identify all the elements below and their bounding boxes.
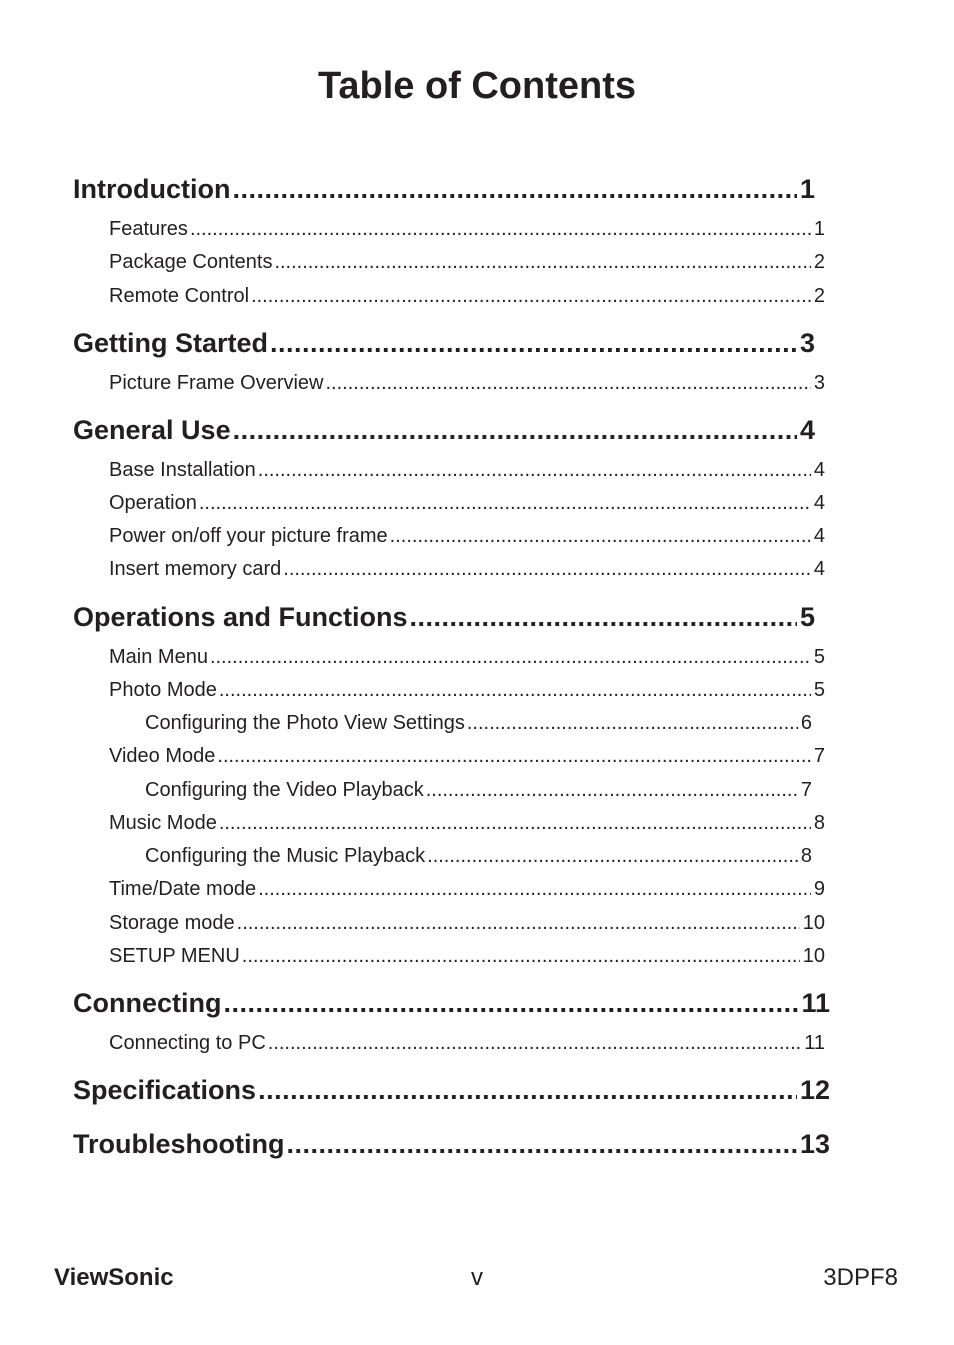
footer-page-number: v <box>471 1264 483 1291</box>
toc-entry-remote-control[interactable] <box>109 283 825 309</box>
toc-label: Photo Mode <box>109 679 217 701</box>
toc-page-number: 10 <box>802 945 825 967</box>
toc-label: Configuring the Video Playback <box>145 779 424 801</box>
toc-leader-dots <box>258 457 811 483</box>
toc-page-number: 8 <box>800 845 812 867</box>
toc-label: General Use <box>73 415 231 445</box>
toc-label: Connecting to PC <box>109 1032 266 1054</box>
toc-page-number: 5 <box>799 602 815 632</box>
toc-entry-storage-mode[interactable] <box>109 910 825 936</box>
toc-page-number: 11 <box>801 988 830 1018</box>
toc-leader-dots <box>199 490 811 516</box>
toc-entry-introduction[interactable] <box>73 172 815 206</box>
toc-label: Music Mode <box>109 812 217 834</box>
toc-leader-dots <box>251 283 811 309</box>
toc-entry-configuring-photo-view[interactable] <box>145 710 812 736</box>
toc-page-number: 4 <box>799 415 815 445</box>
toc-entry-photo-mode[interactable] <box>109 677 825 703</box>
toc-label: Main Menu <box>109 646 208 668</box>
toc-page-number: 1 <box>799 174 815 204</box>
toc-page-number: 3 <box>799 328 815 358</box>
toc-leader-dots <box>283 556 811 582</box>
toc-label: Getting Started <box>73 328 269 358</box>
toc-entry-power-on-off[interactable] <box>109 523 825 549</box>
toc-label: Video Mode <box>109 745 216 767</box>
toc-entry-features[interactable] <box>109 216 825 242</box>
toc-entry-insert-memory-card[interactable] <box>109 556 825 582</box>
toc-leader-dots <box>467 710 798 736</box>
toc-entry-connecting[interactable] <box>73 986 830 1020</box>
page-title: Table of Contents <box>317 65 637 107</box>
toc-leader-dots <box>232 172 797 206</box>
toc-page-number: 7 <box>813 745 825 767</box>
toc-leader-dots <box>270 326 797 360</box>
toc-leader-dots <box>219 810 811 836</box>
toc-leader-dots <box>410 600 797 634</box>
toc-page-number: 8 <box>813 812 825 834</box>
toc-page-number: 1 <box>813 218 825 240</box>
toc-label: Picture Frame Overview <box>109 372 324 394</box>
toc-label: Package Contents <box>109 251 273 273</box>
toc-label: Operation <box>109 492 197 514</box>
toc-page-number: 2 <box>813 251 825 273</box>
toc-entry-getting-started[interactable] <box>73 326 815 360</box>
toc-label: Storage mode <box>109 912 235 934</box>
toc-entry-troubleshooting[interactable] <box>73 1127 830 1161</box>
toc-entry-configuring-music-playback[interactable] <box>145 843 812 869</box>
toc-leader-dots <box>210 644 811 670</box>
toc-page-number: 4 <box>813 492 825 514</box>
toc-page-number: 5 <box>813 679 825 701</box>
toc-label: Introduction <box>73 174 231 204</box>
footer-model: 3DPF8 <box>823 1264 898 1291</box>
toc-leader-dots <box>190 216 811 242</box>
toc-label: SETUP MENU <box>109 945 240 967</box>
toc-page-number: 13 <box>799 1129 830 1159</box>
toc-leader-dots <box>242 943 800 969</box>
toc-page-number: 2 <box>813 285 825 307</box>
toc-label: Troubleshooting <box>73 1129 285 1159</box>
toc-label: Connecting <box>73 988 222 1018</box>
toc-leader-dots <box>427 843 798 869</box>
toc-entry-music-mode[interactable] <box>109 810 825 836</box>
toc-page-number: 4 <box>813 525 825 547</box>
toc-page-number: 9 <box>813 878 825 900</box>
toc-page-number: 7 <box>800 779 812 801</box>
toc-leader-dots <box>390 523 811 549</box>
toc-label: Insert memory card <box>109 558 282 580</box>
toc-entry-time-date-mode[interactable] <box>109 876 825 902</box>
toc-page-number: 5 <box>813 646 825 668</box>
toc-entry-operation[interactable] <box>109 490 825 516</box>
toc-entry-specifications[interactable] <box>73 1073 830 1107</box>
toc-label: Configuring the Music Playback <box>145 845 426 867</box>
toc-leader-dots <box>326 370 811 396</box>
toc-entry-configuring-video-playback[interactable] <box>145 777 812 803</box>
toc-entry-video-mode[interactable] <box>109 743 825 769</box>
toc-label: Features <box>109 218 188 240</box>
toc-entry-picture-frame-overview[interactable] <box>109 370 825 396</box>
toc-label: Base Installation <box>109 459 256 481</box>
toc-leader-dots <box>224 986 799 1020</box>
toc-page-number: 3 <box>813 372 825 394</box>
toc-page-number: 6 <box>800 712 812 734</box>
toc-entry-general-use[interactable] <box>73 413 815 447</box>
toc-entry-base-installation[interactable] <box>109 457 825 483</box>
toc-page-number: 12 <box>799 1075 830 1105</box>
toc-leader-dots <box>286 1127 796 1161</box>
toc-label: Specifications <box>73 1075 257 1105</box>
toc-page-number: 4 <box>813 459 825 481</box>
toc-label: Time/Date mode <box>109 878 257 900</box>
toc-label: Power on/off your picture frame <box>109 525 388 547</box>
toc-label: Configuring the Photo View Settings <box>145 712 465 734</box>
toc-page-number: 10 <box>802 912 825 934</box>
toc-entry-setup-menu[interactable] <box>109 943 825 969</box>
toc-leader-dots <box>268 1030 801 1056</box>
toc-leader-dots <box>217 743 810 769</box>
toc-page-number: 11 <box>804 1032 825 1054</box>
toc-label: Remote Control <box>109 285 250 307</box>
toc-entry-main-menu[interactable] <box>109 644 825 670</box>
toc-leader-dots <box>219 677 811 703</box>
toc-leader-dots <box>274 249 810 275</box>
toc-entry-connecting-to-pc[interactable] <box>109 1030 825 1056</box>
toc-page-number: 4 <box>813 558 825 580</box>
toc-entry-operations-and-functions[interactable] <box>73 600 815 634</box>
toc-leader-dots <box>258 876 811 902</box>
toc-leader-dots <box>233 413 797 447</box>
toc-leader-dots <box>426 777 798 803</box>
toc-leader-dots <box>258 1073 797 1107</box>
toc-leader-dots <box>237 910 800 936</box>
footer-brand: ViewSonic <box>54 1264 174 1291</box>
toc-label: Operations and Functions <box>73 602 408 632</box>
toc-entry-package-contents[interactable] <box>109 249 825 275</box>
